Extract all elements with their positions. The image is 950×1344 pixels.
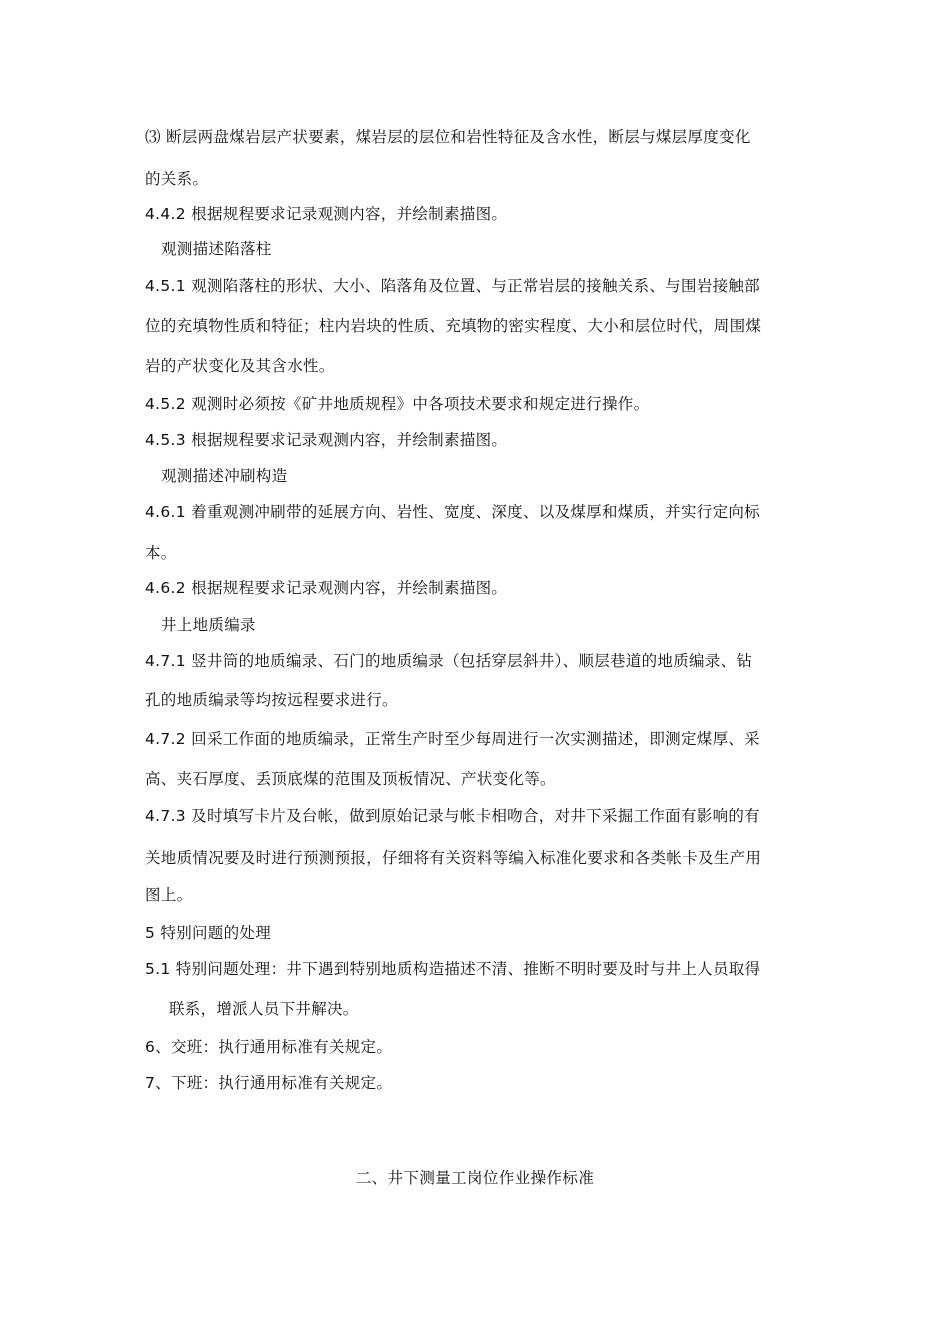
section-heading: 5 特别问题的处理	[145, 924, 271, 942]
paragraph-line: 4.5.1 观测陷落柱的形状、大小、陷落角及位置、与正常岩层的接触关系、与围岩接触部	[145, 277, 760, 295]
paragraph-line: 5.1 特别问题处理：井下遇到特别地质构造描述不清、推断不明时要及时与井上人员取得	[145, 960, 761, 978]
subsection-heading: 观测描述陷落柱	[161, 240, 272, 258]
paragraph-line: 的关系。	[145, 170, 209, 188]
paragraph-line: ⑶ 断层两盘煤岩层产状要素，煤岩层的层位和岩性特征及含水性，断层与煤层厚度变化	[145, 128, 751, 146]
paragraph-line: 图上。	[145, 886, 193, 904]
paragraph-line: 关地质情况要及时进行预测预报，仔细将有关资料等编入标准化要求和各类帐卡及生产用	[145, 849, 762, 867]
paragraph-line: 4.7.2 回采工作面的地质编录，正常生产时至少每周进行一次实测描述，即测定煤厚、采	[145, 730, 760, 748]
subsection-heading: 井上地质编录	[161, 616, 256, 634]
paragraph-line: 6、交班：执行通用标准有关规定。	[145, 1038, 393, 1056]
paragraph-line: 联系，增派人员下井解决。	[169, 1000, 359, 1018]
paragraph-line: 4.6.2 根据规程要求记录观测内容，并绘制素描图。	[145, 579, 508, 597]
paragraph-line: 4.5.3 根据规程要求记录观测内容，并绘制素描图。	[145, 431, 508, 449]
paragraph-line: 4.7.1 竖井筒的地质编录、石门的地质编录（包括穿层斜井）、顺层巷道的地质编录、钻	[145, 652, 753, 670]
paragraph-line: 孔的地质编录等均按远程要求进行。	[145, 691, 398, 709]
subsection-heading: 观测描述冲刷构造	[161, 467, 288, 485]
paragraph-line: 4.5.2 观测时必须按《矿井地质规程》中各项技术要求和规定进行操作。	[145, 395, 650, 413]
paragraph-line: 4.7.3 及时填写卡片及台帐，做到原始记录与帐卡相吻合，对井下采掘工作面有影响的有	[145, 807, 760, 825]
paragraph-line: 高、夹石厚度、丢顶底煤的范围及顶板情况、产状变化等。	[145, 770, 556, 788]
paragraph-line: 4.4.2 根据规程要求记录观测内容，并绘制素描图。	[145, 205, 508, 223]
paragraph-line: 位的充填物性质和特征；柱内岩块的性质、充填物的密实程度、大小和层位时代，周围煤	[145, 317, 762, 335]
paragraph-line: 岩的产状变化及其含水性。	[145, 357, 335, 375]
paragraph-line: 4.6.1 着重观测冲刷带的延展方向、岩性、宽度、深度、以及煤厚和煤质，并实行定向标	[145, 503, 760, 521]
section-title: 二、井下测量工岗位作业操作标准	[355, 1169, 595, 1187]
paragraph-line: 本。	[145, 544, 177, 562]
paragraph-line: 7、下班：执行通用标准有关规定。	[145, 1074, 393, 1092]
